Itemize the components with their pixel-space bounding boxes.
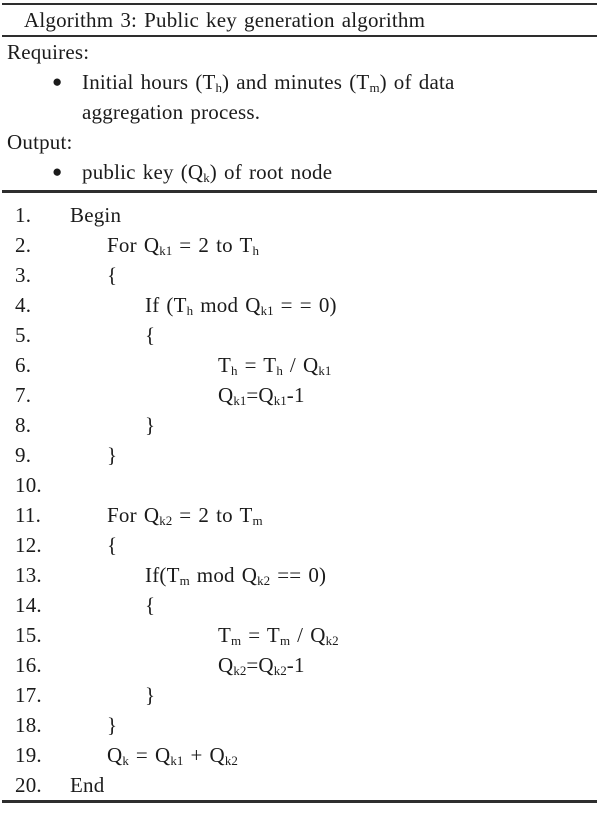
algorithm-pseudocode-box <box>0 3 600 815</box>
code-line <box>0 440 600 470</box>
code-text: $T_h = T_h / Q_{k1}$ <box>218 353 332 378</box>
output-item <box>7 157 600 187</box>
code-line <box>0 770 600 800</box>
code-text: $Q_k = Q_{k1} + Q_{k2}$ <box>107 743 238 768</box>
line-number: 6. <box>15 353 32 377</box>
line-number: 9. <box>15 443 32 467</box>
output-item-text: public key $(Q_k)$ of root node <box>82 160 333 185</box>
code-line <box>0 350 600 380</box>
line-number: 5. <box>15 323 32 347</box>
code-line <box>0 710 600 740</box>
code-line <box>0 560 600 590</box>
line-number: 13. <box>15 563 42 587</box>
line-number: 12. <box>15 533 42 557</box>
bullet-icon: ● <box>52 162 63 181</box>
code-line <box>0 470 600 500</box>
code-line <box>0 410 600 440</box>
code-line <box>0 380 600 410</box>
line-number: 15. <box>15 623 42 647</box>
code-line <box>0 260 600 290</box>
code-text: { <box>145 323 156 347</box>
line-number: 1. <box>15 203 32 227</box>
code-text: End <box>70 773 105 797</box>
output-label: Output: <box>7 130 73 154</box>
pseudocode-body <box>0 193 600 800</box>
code-line <box>0 200 600 230</box>
code-text: { <box>107 533 118 557</box>
code-text: { <box>145 593 156 617</box>
requires-item <box>7 67 600 127</box>
code-text: } <box>107 713 118 737</box>
line-number: 8. <box>15 413 32 437</box>
algorithm-header-section <box>0 37 600 187</box>
line-number: 17. <box>15 683 42 707</box>
code-text: $T_m = T_m / Q_{k2}$ <box>218 623 339 648</box>
code-text: } <box>145 413 156 437</box>
code-line <box>0 320 600 350</box>
requires-label: Requires: <box>7 40 90 64</box>
algorithm-title: Algorithm 3: Public key generation algorithm <box>24 8 426 32</box>
code-text: } <box>107 443 118 467</box>
requires-item-text: Initial hours $(T_h)$ and minutes $(T_m)$ of data aggregation process. <box>82 70 455 124</box>
line-number: 19. <box>15 743 42 767</box>
code-text: $If(T_m$ mod $Q_{k2} == 0$) <box>145 563 327 588</box>
code-text: If ($T_h$ mod $Q_{k1}$ = = 0) <box>145 293 337 318</box>
line-number: 4. <box>15 293 32 317</box>
code-line <box>0 530 600 560</box>
line-number: 10. <box>15 473 42 497</box>
line-number: 20. <box>15 773 42 797</box>
code-text: $Q_{k1}=Q_{k1}-1$ <box>218 383 305 408</box>
code-line <box>0 500 600 530</box>
code-line <box>0 740 600 770</box>
code-text: $Q_{k2}=Q_{k2}-1$ <box>218 653 305 678</box>
line-number: 11. <box>15 503 42 527</box>
code-text: For $Q_{k1} = 2$ to $T_h$ <box>107 233 260 258</box>
code-text: For $Q_{k2} = 2$ to $T_m$ <box>107 503 263 528</box>
code-text: { <box>107 263 118 287</box>
code-line <box>0 290 600 320</box>
line-number: 2. <box>15 233 32 257</box>
code-line <box>0 650 600 680</box>
line-number: 18. <box>15 713 42 737</box>
code-line <box>0 680 600 710</box>
code-text: Begin <box>70 203 122 227</box>
line-number: 7. <box>15 383 32 407</box>
code-line <box>0 620 600 650</box>
line-number: 16. <box>15 653 42 677</box>
bullet-icon: ● <box>52 72 63 91</box>
bottom-rule <box>2 800 597 803</box>
line-number: 14. <box>15 593 42 617</box>
code-line <box>0 230 600 260</box>
code-text: } <box>145 683 156 707</box>
line-number: 3. <box>15 263 32 287</box>
code-line <box>0 590 600 620</box>
